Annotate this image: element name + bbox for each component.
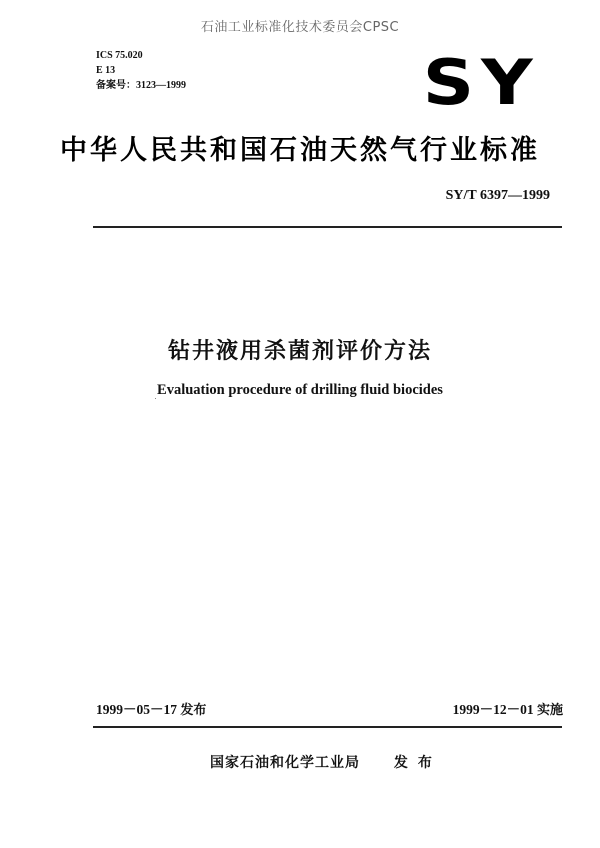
top-divider <box>93 226 562 228</box>
issuer-name: 国家石油和化学工业局 <box>210 755 360 771</box>
scan-speck <box>155 398 156 399</box>
issuing-authority <box>210 752 442 772</box>
document-title-english: Evaluation procedure of drilling fluid biocides <box>157 382 443 398</box>
release-date <box>96 698 206 718</box>
document-title-chinese: 钻井液用杀菌剂评价方法 <box>167 339 432 364</box>
industry-standard-heading: 中华人民共和国石油天然气行业标准 <box>60 135 540 166</box>
category-code: E 13 <box>96 65 116 76</box>
standard-number: SY/T 6397—1999 <box>445 188 550 203</box>
watermark: 石油工业标准化技术委员会CPSC <box>200 20 400 35</box>
classification-info <box>96 48 186 93</box>
filing-number: 备案号：3123—1999 <box>96 80 186 91</box>
release-label: 发布 <box>180 703 207 718</box>
sy-logo: SY <box>423 46 540 119</box>
issuer-action: 发布 <box>393 755 442 771</box>
bottom-divider <box>93 726 562 728</box>
release-date-value: 1999－05－17 <box>96 702 177 717</box>
effective-label: 实施 <box>536 703 563 718</box>
effective-date-value: 1999－12－01 <box>452 702 534 717</box>
effective-date <box>453 698 563 718</box>
ics-code: ICS 75.020 <box>96 50 143 61</box>
